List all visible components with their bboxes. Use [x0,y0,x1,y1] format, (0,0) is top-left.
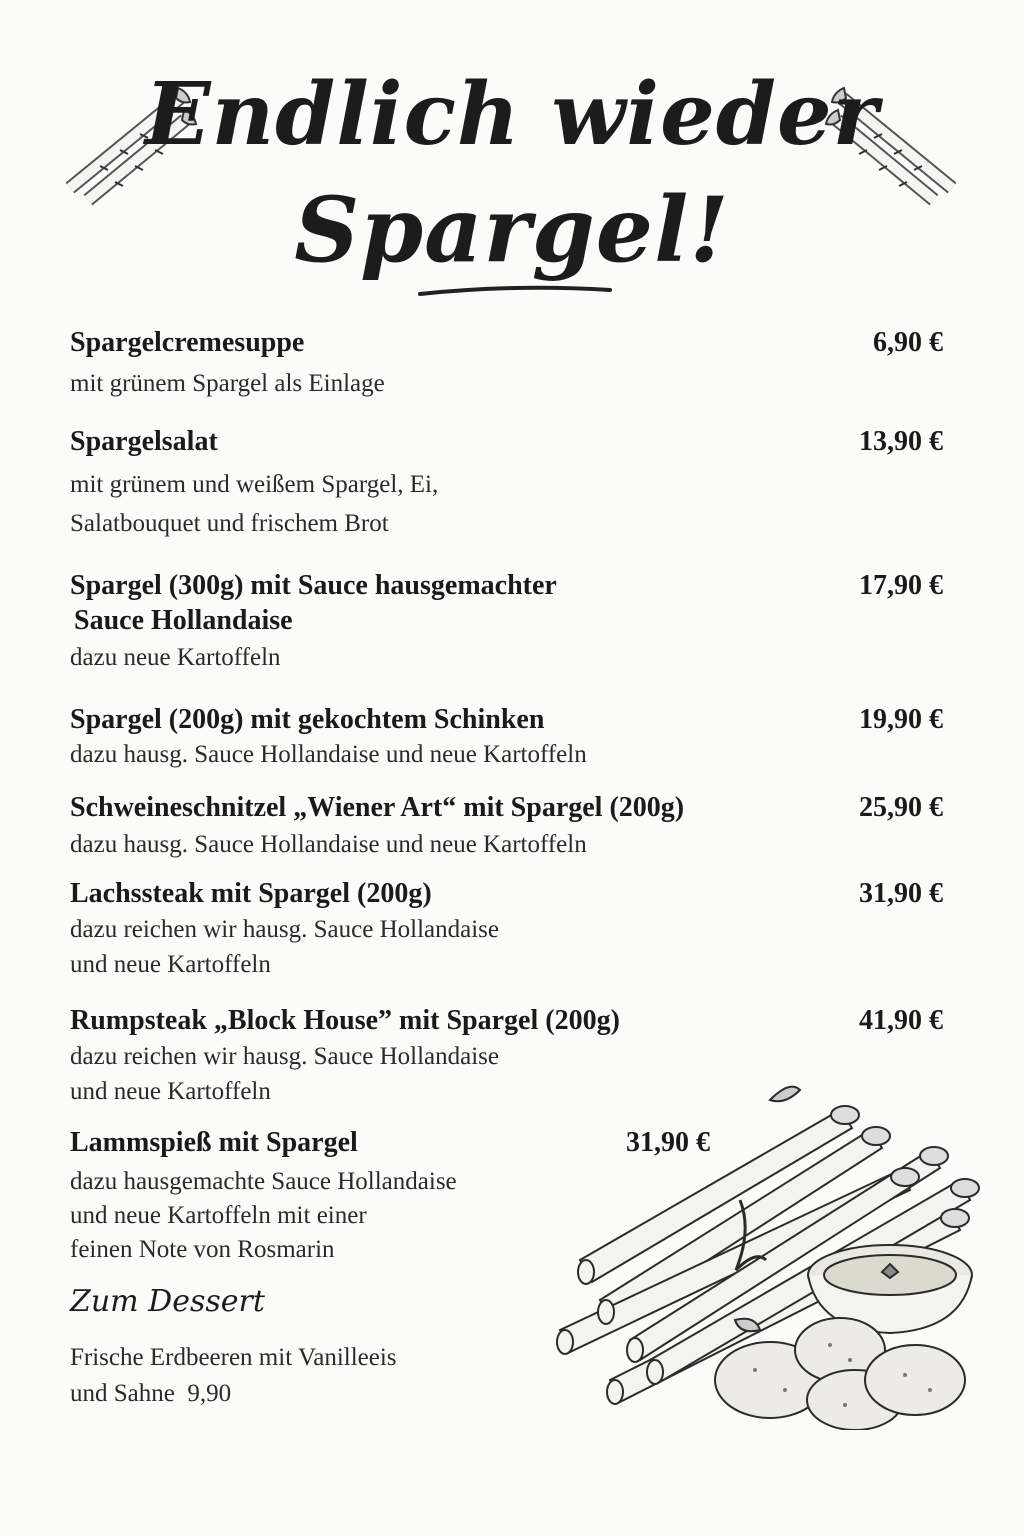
item-name: Rumpsteak „Block House” mit Spargel (200g) [70,1005,620,1036]
item-name: Spargel (300g) mit Sauce hausgemachter [70,570,557,601]
item-description: dazu neue Kartoffeln [70,644,281,671]
item-name: Lachssteak mit Spargel (200g) [70,878,432,909]
item-description: dazu reichen wir hausg. Sauce Hollandaise [70,1043,500,1070]
item-description: und neue Kartoffeln [70,1078,271,1105]
item-price: 17,90 € [859,570,943,601]
item-description: dazu hausgemachte Sauce Hollandaise [70,1168,457,1195]
dessert-heading: Zum Dessert [70,1284,265,1319]
item-price: 31,90 € [859,878,943,909]
item-description: und neue Kartoffeln mit einer [70,1202,367,1229]
item-description: Salatbouquet und frischem Brot [70,510,389,537]
item-price: 6,90 € [873,327,943,358]
item-description: mit grünem und weißem Spargel, Ei, [70,471,439,498]
item-description: dazu hausg. Sauce Hollandaise und neue Kartoffeln [70,831,587,858]
item-price: 31,90 € [626,1127,710,1158]
menu-item [70,425,960,545]
item-name-line2: Sauce Hollandaise [74,605,293,636]
dessert-description [70,1340,397,1412]
item-price: 41,90 € [859,1005,943,1036]
menu-item [70,703,960,775]
item-description: feinen Note von Rosmarin [70,1236,335,1263]
flourish-underline [415,282,615,302]
item-name: Spargelsalat [70,426,218,457]
menu-item [70,569,960,679]
item-description: dazu reichen wir hausg. Sauce Hollandaise [70,916,500,943]
menu-item [70,877,960,987]
item-name: Spargel (200g) mit gekochtem Schinken [70,704,545,735]
item-description: und neue Kartoffeln [70,951,271,978]
item-description: mit grünem Spargel als Einlage [70,370,385,397]
item-price: 13,90 € [859,426,943,457]
item-description: dazu hausg. Sauce Hollandaise und neue Kartoffeln [70,741,587,768]
item-price: 25,90 € [859,792,943,823]
item-name: Lammspieß mit Spargel [70,1127,358,1158]
item-name: Schweineschnitzel „Wiener Art“ mit Spargel (200g) [70,792,685,823]
item-name: Spargelcremesuppe [70,327,305,358]
dessert-line-1: Frische Erdbeeren mit Vanilleeis [70,1344,397,1371]
dessert-line-2: und Sahne 9,90 [70,1380,232,1407]
menu-item [70,326,960,406]
title-line-2: Spargel! [294,177,730,283]
title-line-1: Endlich wieder [145,64,879,165]
asparagus-bundle-illustration [540,1060,990,1430]
menu-item [70,791,960,863]
item-price: 19,90 € [859,704,943,735]
